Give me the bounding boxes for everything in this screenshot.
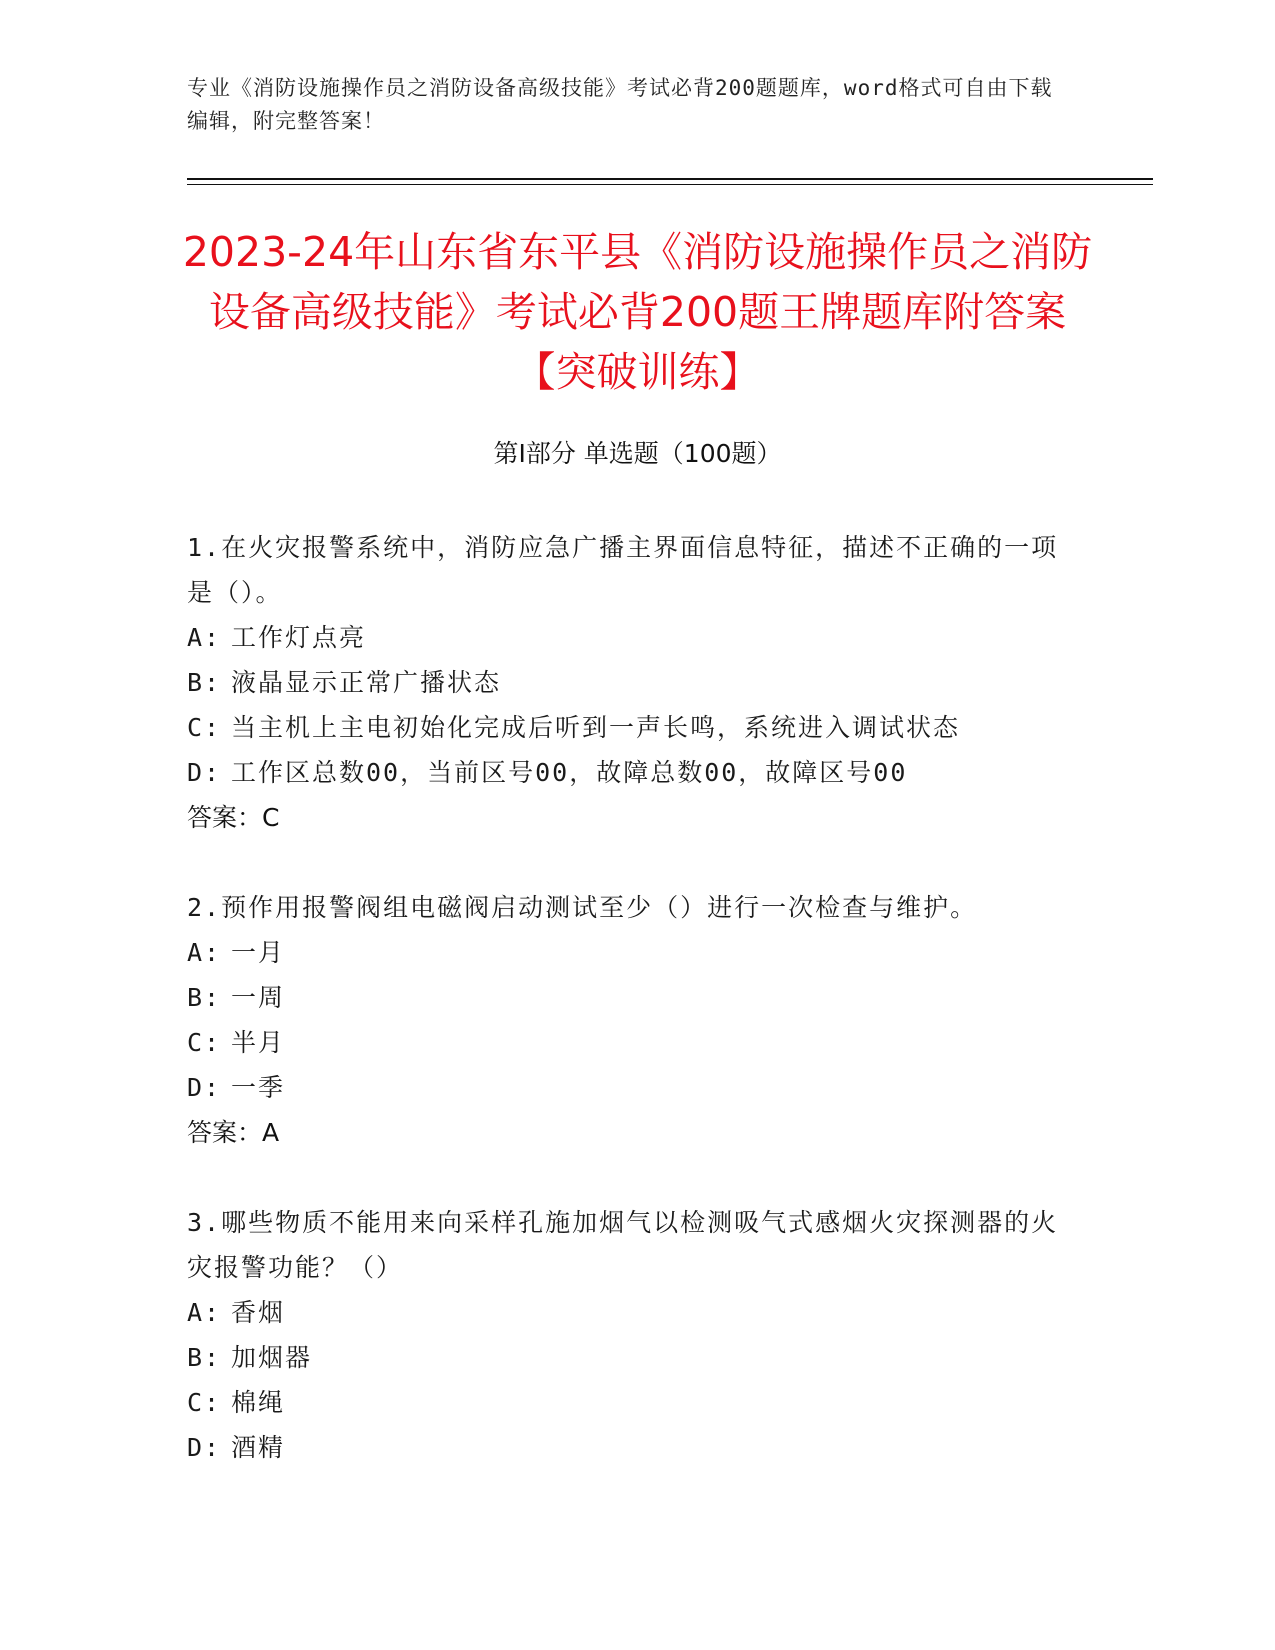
option-key: B: [187, 1343, 222, 1372]
option-a [187, 1290, 1067, 1335]
option-key: B: [187, 983, 222, 1012]
option-d [187, 1425, 1067, 1470]
option-text: 液晶显示正常广播状态 [231, 668, 502, 697]
question-1 [187, 525, 1067, 885]
option-a [187, 615, 1067, 660]
question-stem: 2.预作用报警阀组电磁阀启动测试至少（）进行一次检查与维护。 [187, 893, 978, 922]
document-title: 2023-24年山东省东平县《消防设施操作员之消防设备高级技能》考试必背200题王牌题库附答案【突破训练】 [182, 228, 1093, 396]
question-spacer [187, 840, 1067, 885]
option-text: 香烟 [231, 1298, 286, 1327]
option-text: 半月 [231, 1028, 286, 1057]
question-list [187, 525, 1067, 1470]
option-c [187, 1380, 1067, 1425]
option-c [187, 1020, 1067, 1065]
option-text: 一月 [231, 938, 286, 967]
option-a [187, 930, 1067, 975]
header-rule-thick [187, 178, 1153, 180]
section-heading: 第Ⅰ部分 单选题（100题） [493, 439, 782, 468]
question-stem: 3.哪些物质不能用来向采样孔施加烟气以检测吸气式感烟火灾探测器的火灾报警功能？（） [187, 1208, 1059, 1282]
option-b [187, 660, 1067, 705]
option-text: 工作区总数00，当前区号00，故障总数00，故障区号00 [231, 758, 908, 787]
option-key: C: [187, 1388, 222, 1417]
answer-line: 答案：C [187, 803, 280, 832]
option-key: A: [187, 1298, 222, 1327]
option-text: 当主机上主电初始化完成后听到一声长鸣，系统进入调试状态 [231, 713, 961, 742]
option-key: C: [187, 713, 222, 742]
option-key: D: [187, 1073, 222, 1102]
option-c [187, 705, 1067, 750]
option-key: D: [187, 758, 222, 787]
option-b [187, 1335, 1067, 1380]
header-rule-thin [187, 184, 1153, 185]
option-text: 酒精 [231, 1433, 286, 1462]
option-key: A: [187, 938, 222, 967]
option-d [187, 1065, 1067, 1110]
option-text: 一季 [231, 1073, 286, 1102]
option-b [187, 975, 1067, 1020]
option-key: C: [187, 1028, 222, 1057]
option-text: 加烟器 [231, 1343, 313, 1372]
option-text: 一周 [231, 983, 286, 1012]
option-text: 棉绳 [231, 1388, 286, 1417]
answer-line: 答案：A [187, 1118, 280, 1147]
option-key: B: [187, 668, 222, 697]
header-note: 专业《消防设施操作员之消防设备高级技能》考试必背200题题库，word格式可自由下载编辑，附完整答案！ [187, 76, 1053, 133]
option-key: A: [187, 623, 222, 652]
option-key: D: [187, 1433, 222, 1462]
question-2 [187, 885, 1067, 1200]
question-stem: 1.在火灾报警系统中，消防应急广播主界面信息特征，描述不正确的一项是（）。 [187, 533, 1059, 607]
option-d [187, 750, 1067, 795]
option-text: 工作灯点亮 [231, 623, 367, 652]
question-3 [187, 1200, 1067, 1470]
question-spacer [187, 1155, 1067, 1200]
